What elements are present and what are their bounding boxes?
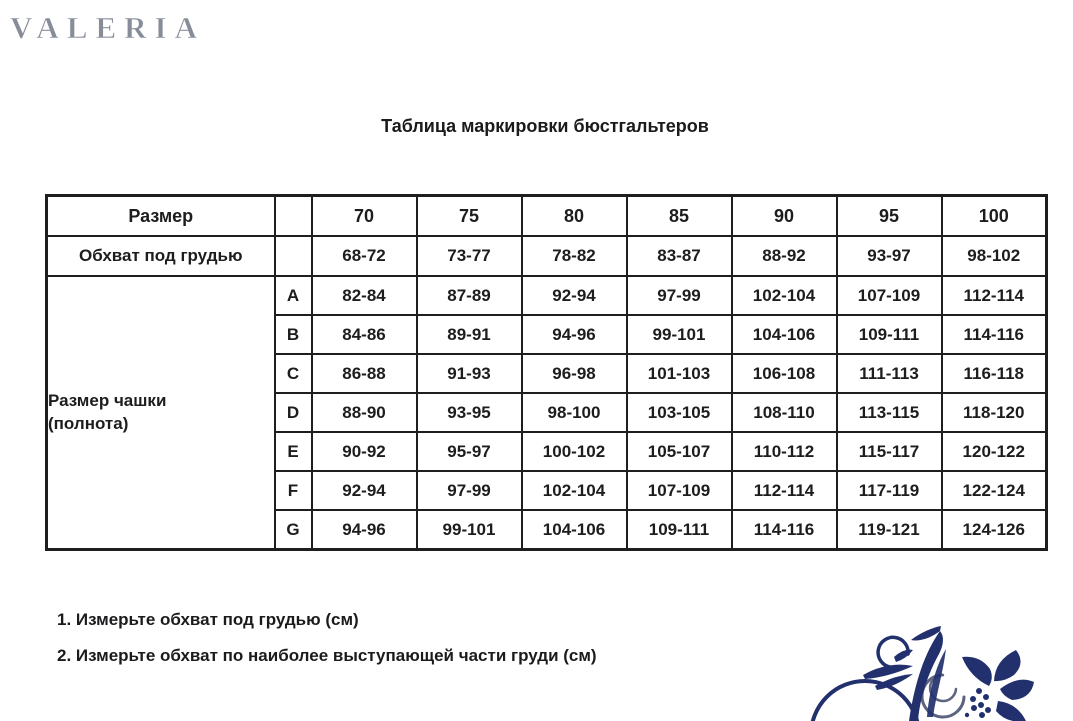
measurement-cell: 104-106 bbox=[522, 510, 627, 550]
measurement-cell: 108-110 bbox=[732, 393, 837, 432]
size-cell: 75 bbox=[417, 196, 522, 237]
size-cell: 95 bbox=[837, 196, 942, 237]
measurement-cell: 98-102 bbox=[942, 236, 1047, 276]
measurement-cell: 97-99 bbox=[627, 276, 732, 315]
flower-petal bbox=[1000, 680, 1034, 700]
measurement-cell: 99-101 bbox=[417, 510, 522, 550]
measurement-cell: 114-116 bbox=[732, 510, 837, 550]
size-cell: 100 bbox=[942, 196, 1047, 237]
measurement-cell: 82-84 bbox=[312, 276, 417, 315]
measurement-cell: 107-109 bbox=[627, 471, 732, 510]
footnote-2: 2. Измерьте обхват по наиболее выступающей части груди (см) bbox=[57, 646, 597, 665]
measurement-cell: 92-94 bbox=[522, 276, 627, 315]
measurement-cell: 122-124 bbox=[942, 471, 1047, 510]
flower-berry bbox=[971, 705, 977, 711]
measuring-instructions bbox=[57, 610, 597, 682]
bra-size-table bbox=[45, 194, 1048, 551]
measurement-cell: 106-108 bbox=[732, 354, 837, 393]
cup-letter-cell: C bbox=[275, 354, 312, 393]
size-cell: 85 bbox=[627, 196, 732, 237]
flower-berry bbox=[970, 696, 976, 702]
measurement-cell: 102-104 bbox=[522, 471, 627, 510]
size-row-label: Размер bbox=[47, 196, 275, 237]
measurement-cell: 112-114 bbox=[942, 276, 1047, 315]
page-title: Таблица маркировки бюстгальтеров bbox=[381, 116, 709, 136]
size-cell: 80 bbox=[522, 196, 627, 237]
measurement-cell: 107-109 bbox=[837, 276, 942, 315]
measurement-cell: 98-100 bbox=[522, 393, 627, 432]
measurement-cell: 117-119 bbox=[837, 471, 942, 510]
measurement-cell: 109-111 bbox=[627, 510, 732, 550]
measurement-cell: 93-95 bbox=[417, 393, 522, 432]
measurement-cell: 78-82 bbox=[522, 236, 627, 276]
flower-petal bbox=[996, 701, 1026, 721]
measurement-cell: 84-86 bbox=[312, 315, 417, 354]
measurement-cell: 86-88 bbox=[312, 354, 417, 393]
flower-berry bbox=[985, 707, 991, 713]
measurement-cell: 116-118 bbox=[942, 354, 1047, 393]
size-header-row bbox=[47, 196, 1047, 237]
ornament-leaf bbox=[894, 650, 913, 662]
measurement-cell: 124-126 bbox=[942, 510, 1047, 550]
measurement-cell: 89-91 bbox=[417, 315, 522, 354]
measurement-cell: 90-92 bbox=[312, 432, 417, 471]
cup-row-a bbox=[47, 276, 1047, 315]
measurement-cell: 88-92 bbox=[732, 236, 837, 276]
underbust-row-label: Обхват под грудью bbox=[47, 236, 275, 276]
cup-letter-cell: A bbox=[275, 276, 312, 315]
flower-berry bbox=[979, 712, 985, 718]
measurement-cell: 114-116 bbox=[942, 315, 1047, 354]
measurement-cell: 68-72 bbox=[312, 236, 417, 276]
measurement-cell: 119-121 bbox=[837, 510, 942, 550]
measurement-cell: 99-101 bbox=[627, 315, 732, 354]
header-empty-cell bbox=[275, 196, 312, 237]
measurement-cell: 113-115 bbox=[837, 393, 942, 432]
underbust-row bbox=[47, 236, 1047, 276]
cup-letter-cell: E bbox=[275, 432, 312, 471]
measurement-cell: 112-114 bbox=[732, 471, 837, 510]
cup-size-label bbox=[47, 276, 275, 550]
measurement-cell: 73-77 bbox=[417, 236, 522, 276]
brand-logo: VALERIA bbox=[10, 10, 205, 45]
underbust-empty-cell bbox=[275, 236, 312, 276]
measurement-cell: 94-96 bbox=[312, 510, 417, 550]
cup-size-label-text: Размер чашки (полнота) bbox=[48, 390, 167, 433]
measurement-cell: 111-113 bbox=[837, 354, 942, 393]
ornament-circle-swirl bbox=[811, 681, 919, 721]
cup-letter-cell: G bbox=[275, 510, 312, 550]
floral-ornament bbox=[793, 611, 1073, 721]
measurement-cell: 83-87 bbox=[627, 236, 732, 276]
measurement-cell: 97-99 bbox=[417, 471, 522, 510]
cup-letter-cell: F bbox=[275, 471, 312, 510]
measurement-cell: 103-105 bbox=[627, 393, 732, 432]
measurement-cell: 96-98 bbox=[522, 354, 627, 393]
flower-petal bbox=[962, 657, 992, 686]
measurement-cell: 94-96 bbox=[522, 315, 627, 354]
measurement-cell: 110-112 bbox=[732, 432, 837, 471]
flower-berry bbox=[983, 694, 989, 700]
measurement-cell: 93-97 bbox=[837, 236, 942, 276]
measurement-cell: 118-120 bbox=[942, 393, 1047, 432]
flower-berry bbox=[976, 688, 982, 694]
flower-petal bbox=[994, 650, 1021, 681]
cup-letter-cell: D bbox=[275, 393, 312, 432]
flower-berry bbox=[978, 702, 984, 708]
measurement-cell: 104-106 bbox=[732, 315, 837, 354]
flower-berry bbox=[965, 713, 969, 717]
measurement-cell: 102-104 bbox=[732, 276, 837, 315]
size-cell: 70 bbox=[312, 196, 417, 237]
measurement-cell: 105-107 bbox=[627, 432, 732, 471]
cup-letter-cell: B bbox=[275, 315, 312, 354]
measurement-cell: 91-93 bbox=[417, 354, 522, 393]
measurement-cell: 92-94 bbox=[312, 471, 417, 510]
footnote-1: 1. Измерьте обхват под грудью (см) bbox=[57, 610, 359, 629]
size-cell: 90 bbox=[732, 196, 837, 237]
measurement-cell: 100-102 bbox=[522, 432, 627, 471]
measurement-cell: 87-89 bbox=[417, 276, 522, 315]
measurement-cell: 120-122 bbox=[942, 432, 1047, 471]
measurement-cell: 95-97 bbox=[417, 432, 522, 471]
measurement-cell: 109-111 bbox=[837, 315, 942, 354]
measurement-cell: 101-103 bbox=[627, 354, 732, 393]
measurement-cell: 115-117 bbox=[837, 432, 942, 471]
measurement-cell: 88-90 bbox=[312, 393, 417, 432]
